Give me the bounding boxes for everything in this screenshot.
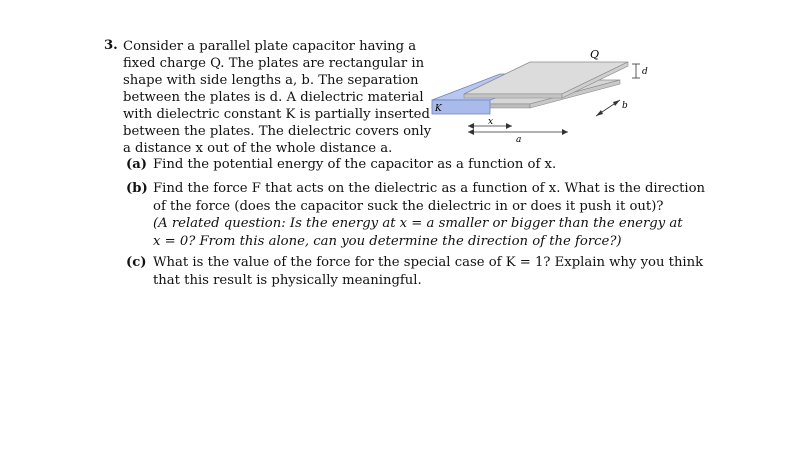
part-line: Find the force F that acts on the dielectric as a function of x. What is the direction — [153, 181, 706, 196]
intro-line: between the plates. The dielectric covers only — [123, 124, 432, 139]
part-c-label: (c) — [126, 255, 147, 270]
intro-line: a distance x out of the whole distance a. — [123, 141, 393, 156]
part-a-label: (a) — [126, 157, 148, 172]
intro-line: shape with side lengths a, b. The separation — [123, 73, 419, 88]
label-K: K — [435, 104, 442, 114]
part-line: What is the value of the force for the special case of K = 1? Explain why you think — [153, 255, 704, 270]
part-line: that this result is physically meaningful. — [153, 272, 422, 288]
label-a: a — [516, 135, 522, 145]
intro-line: between the plates is d. A dielectric material — [123, 90, 424, 105]
part-note-line: (A related question: Is the energy at x = a smaller or bigger than the energy at — [153, 216, 683, 231]
intro-line: Consider a parallel plate capacitor having a — [123, 39, 417, 54]
label-b: b — [622, 101, 628, 111]
part-a-text — [153, 156, 556, 174]
part-b-label: (b) — [126, 181, 148, 196]
intro-line: fixed charge Q. The plates are rectangular in — [123, 56, 425, 71]
intro-line: with dielectric constant K is partially inserted — [123, 107, 430, 122]
part-b-text — [153, 180, 705, 250]
label-Q: Q — [590, 48, 600, 61]
part-line: of the force (does the capacitor suck the dielectric in or does it push it out)? — [153, 198, 664, 214]
problem-number: 3. — [104, 38, 118, 53]
capacitor-figure — [420, 42, 660, 152]
label-x: x — [488, 117, 494, 127]
part-note-line: x = 0? From this alone, can you determine the direction of the force?) — [153, 233, 622, 249]
part-line: Find the potential energy of the capacitor as a function of x. — [153, 157, 557, 172]
label-d: d — [642, 67, 648, 77]
part-c-text — [153, 254, 703, 289]
